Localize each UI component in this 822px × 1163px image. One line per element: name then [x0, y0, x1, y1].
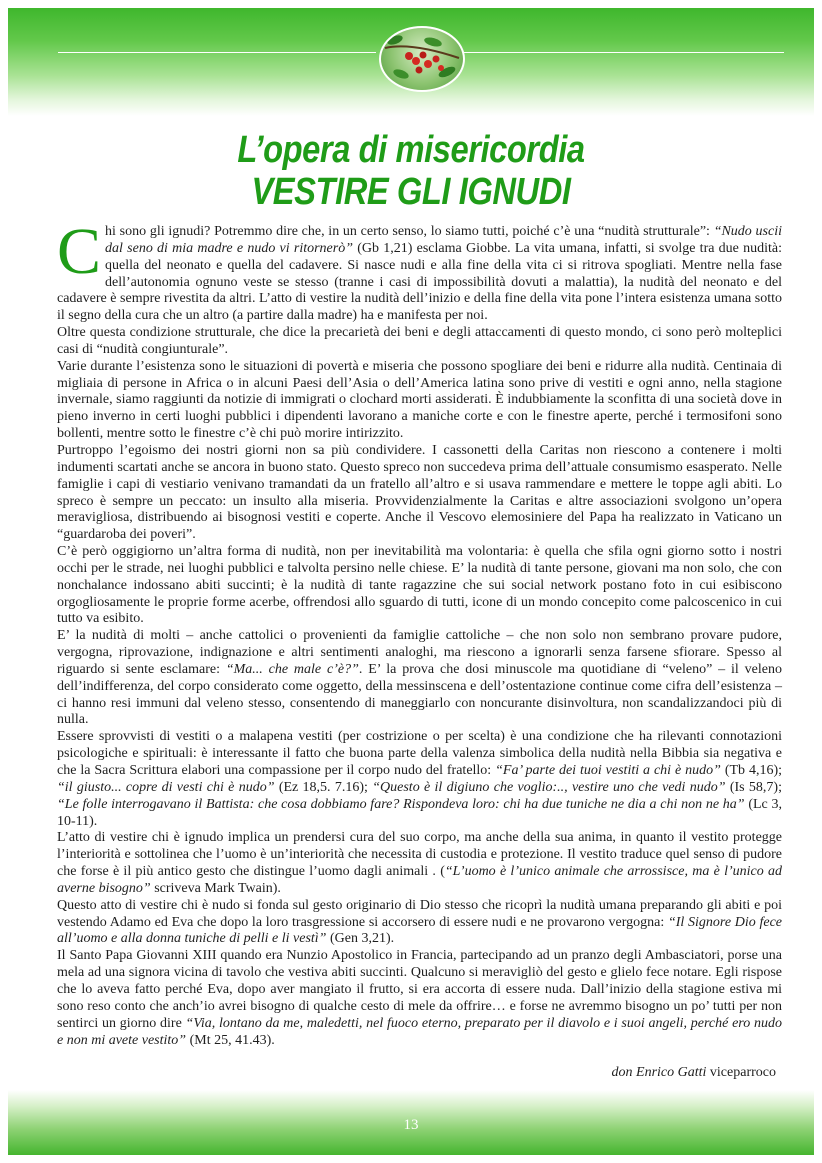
paragraph-3: Varie durante l’esistenza sono le situazioni di povertà e miseria che possono spogliare dei beni e ridurre alla nudità. Centinaia di migliaia di persone in Africa o in alcuni Paesi dell’Asia o dell’America latina sono prive di vestiti e ogni anno, nella stagione invernale, siamo raggiunti da notizie di immigrati o clochard morti assiderati. È indubbiamente la sconfitta di una società dove in pieno inverno in certi luoghi pubblici i dipendenti lavorano a maniche corte e con le finestre aperte, perché i termosifoni sono bollenti, mentre sotto le finestre c’è chi può morire intirizzito.: [57, 358, 782, 442]
paragraph-2: Oltre questa condizione strutturale, che dice la precarietà dei beni e degli attaccamenti di questo mondo, ci sono però molteplici casi di “nudità congiunturale”.: [57, 325, 782, 357]
page-number: 13: [403, 1117, 419, 1133]
paragraph-8: L’atto di vestire chi è ignudo implica un prendersi cura del suo corpo, ma anche della sua anima, in quanto il vestito protegge l’interiorità e sottolinea che l’uomo è un’interiorità che necessita di custodia e protezione. Il vestito traduce quel senso di pudore che forse è il più antico gesto che distingue l’uomo dagli animali . (“L’uomo è l’unico animale che arrossisce, ma è l’unico ad averne bisogno” scriveva Mark Twain).: [57, 830, 782, 896]
page-title-line-2: VESTIRE GLI IGNUDI: [251, 171, 571, 213]
header-rule-left: [58, 52, 376, 53]
author-name: don Enrico Gatti: [611, 1065, 707, 1080]
paragraph-1: Chi sono gli ignudi? Potremmo dire che, in un certo senso, lo siamo tutti, poiché c’è una “nudità strutturale”: “Nudo uscii dal seno di mia madre e nudo vi ritornerò” (Gb 1,21) esclama Giobbe. La vita umana, infatti, si svolge tra due nudità: quella del neonato e quella del cadavere. Si nasce nudi e alla fine della vita ci si ritrova spogliati. Mentre nella fase dell’autonomia ognuno veste se stesso (tranne i casi di impossibilità dovuti a malattia), la nudità del neonato e del cadavere è sempre rivestita da altri. L’atto di vestire la nudità dell’inizio e della fine della vita pone l’intera esistenza umana sotto il segno della cura che un altro (a partire dalla madre) ha e manifesta per noi.: [57, 215, 782, 324]
paragraph-4: Purtroppo l’egoismo dei nostri giorni non sa più condividere. I cassonetti della Caritas non riescono a contenere i molti indumenti scartati anche se ancora in buono stato. Questo spreco non succedeva prima dell’attuale consumismo esasperato. Nelle famiglie i capi di vestiario venivano tramandati da un fratello all’altro e si usava rammendare e mettere le toppe agli abiti. Lo spreco è sempre un peccato: un insulto alla miseria. Provvidenzialmente la Caritas e altre associazioni svolgono un’opera meravigliosa, distribuendo ai bisognosi vestiti e coperte. Anche il Vescovo elemosiniere del Papa ha realizzato in Vaticano un “guardaroba dei poveri”.: [57, 442, 782, 543]
berries-icon: [381, 28, 463, 90]
paragraph-9: Questo atto di vestire chi è nudo si fonda sul gesto originario di Dio stesso che ricoprì la nudità umana preparando gli abiti e poi vestendo Adamo ed Eva che dopo la loro trasgressione si accorsero di essere nudi e ne provarono vergogna: “Il Signore Dio fece all’uomo e alla donna tuniche di pelli e li vestì” (Gen 3,21).: [57, 897, 782, 947]
author-role: viceparroco: [706, 1065, 776, 1080]
paragraph-7: Essere sprovvisti di vestiti o a malapena vestiti (per costrizione o per scelta) è una condizione che ha rilevanti connotazioni psicologiche e spirituali: è interessante il fatto che buona parte della valenza simbolica della nudità nella Bibbia sia negativa e che la Sacra Scrittura elabori una compassione per il corpo nudo del fratello: “Fa’ parte dei tuoi vestiti a chi è nudo” (Tb 4,16); “il giusto... copre di vesti chi è nudo” (Ez 18,5. 7.16); “Questo è il digiuno che voglio:.., vestire uno che vedi nudo” (Is 58,7); “Le folle interrogavano il Battista: che cosa dobbiamo fare? Rispondeva loro: chi ha due tuniche ne dia a chi non ne ha” (Lc 3, 10-11).: [57, 729, 783, 829]
paragraph-10: Il Santo Papa Giovanni XIII quando era Nunzio Apostolico in Francia, partecipando ad un pranzo degli Ambasciatori, porse una mela ad una signora vicina di tavolo che vestiva abiti succinti. Qualcuno si meravigliò del gesto e glielo fece notare. Egli rispose che lo aveva fatto perché Eva, dopo aver mangiato il frutto, si era accorta di essere nuda. Dall’inizio della stagione estiva mi sono reso conto che anch’io avrei bisogno di qualche cesto di mele da offrire… e forse ne avremmo bisogno un po’ tutti per non sentirci un giorno dire “Via, lontano da me, maledetti, nel fuoco eterno, preparato per il diavolo e i suoi angeli, perché ero nudo e non mi avete vestito” (Mt 25, 41.43).: [57, 948, 782, 1048]
author-signature: [612, 1065, 776, 1081]
header-rule-right: [462, 52, 784, 53]
article-body: [57, 215, 783, 1049]
drop-cap: C: [57, 215, 102, 288]
page-title-line-1: L’opera di misericordia: [237, 129, 585, 171]
paragraph-5: C’è però oggigiorno un’altra forma di nudità, non per inevitabilità ma volontaria: è quella che sfila ogni giorno sotto i nostri occhi per le strade, nei luoghi pubblici e talvolta persino nelle chiese. E’ la nudità di tante persone, giovani ma non solo, che con nonchalance indossano abiti succinti; è la nudità di tante ragazzine che sui social network postano foto in cui esibiscono orgogliosamente le proprie forme acerbe, offrendosi allo sguardo di tutti, icone di un mondo concepito come palcoscenico in cui tutto va esibito.: [57, 544, 782, 627]
paragraph-6: E’ la nudità di molti – anche cattolici o provenienti da famiglie cattoliche – che non solo non sembrano provare pudore, vergogna, riprovazione, indignazione e altri sentimenti analoghi, ma riescono a ignorarli senza farsene sfiorare. Spesso al riguardo si sente esclamare: “Ma... che male c’è?”. E’ la prova che dosi minuscole ma quotidiane di “veleno” – il veleno dell’indifferenza, del corpo considerato come oggetto, della messinscena e dell’ostentazione continue come cifra dell’esistenza – ci hanno resi immuni dal veleno stesso, consentendo di maneggiarlo con noncurante disinvoltura, non scandalizzandoci più di nulla.: [57, 628, 782, 728]
berries-medallion-image: [379, 26, 465, 92]
